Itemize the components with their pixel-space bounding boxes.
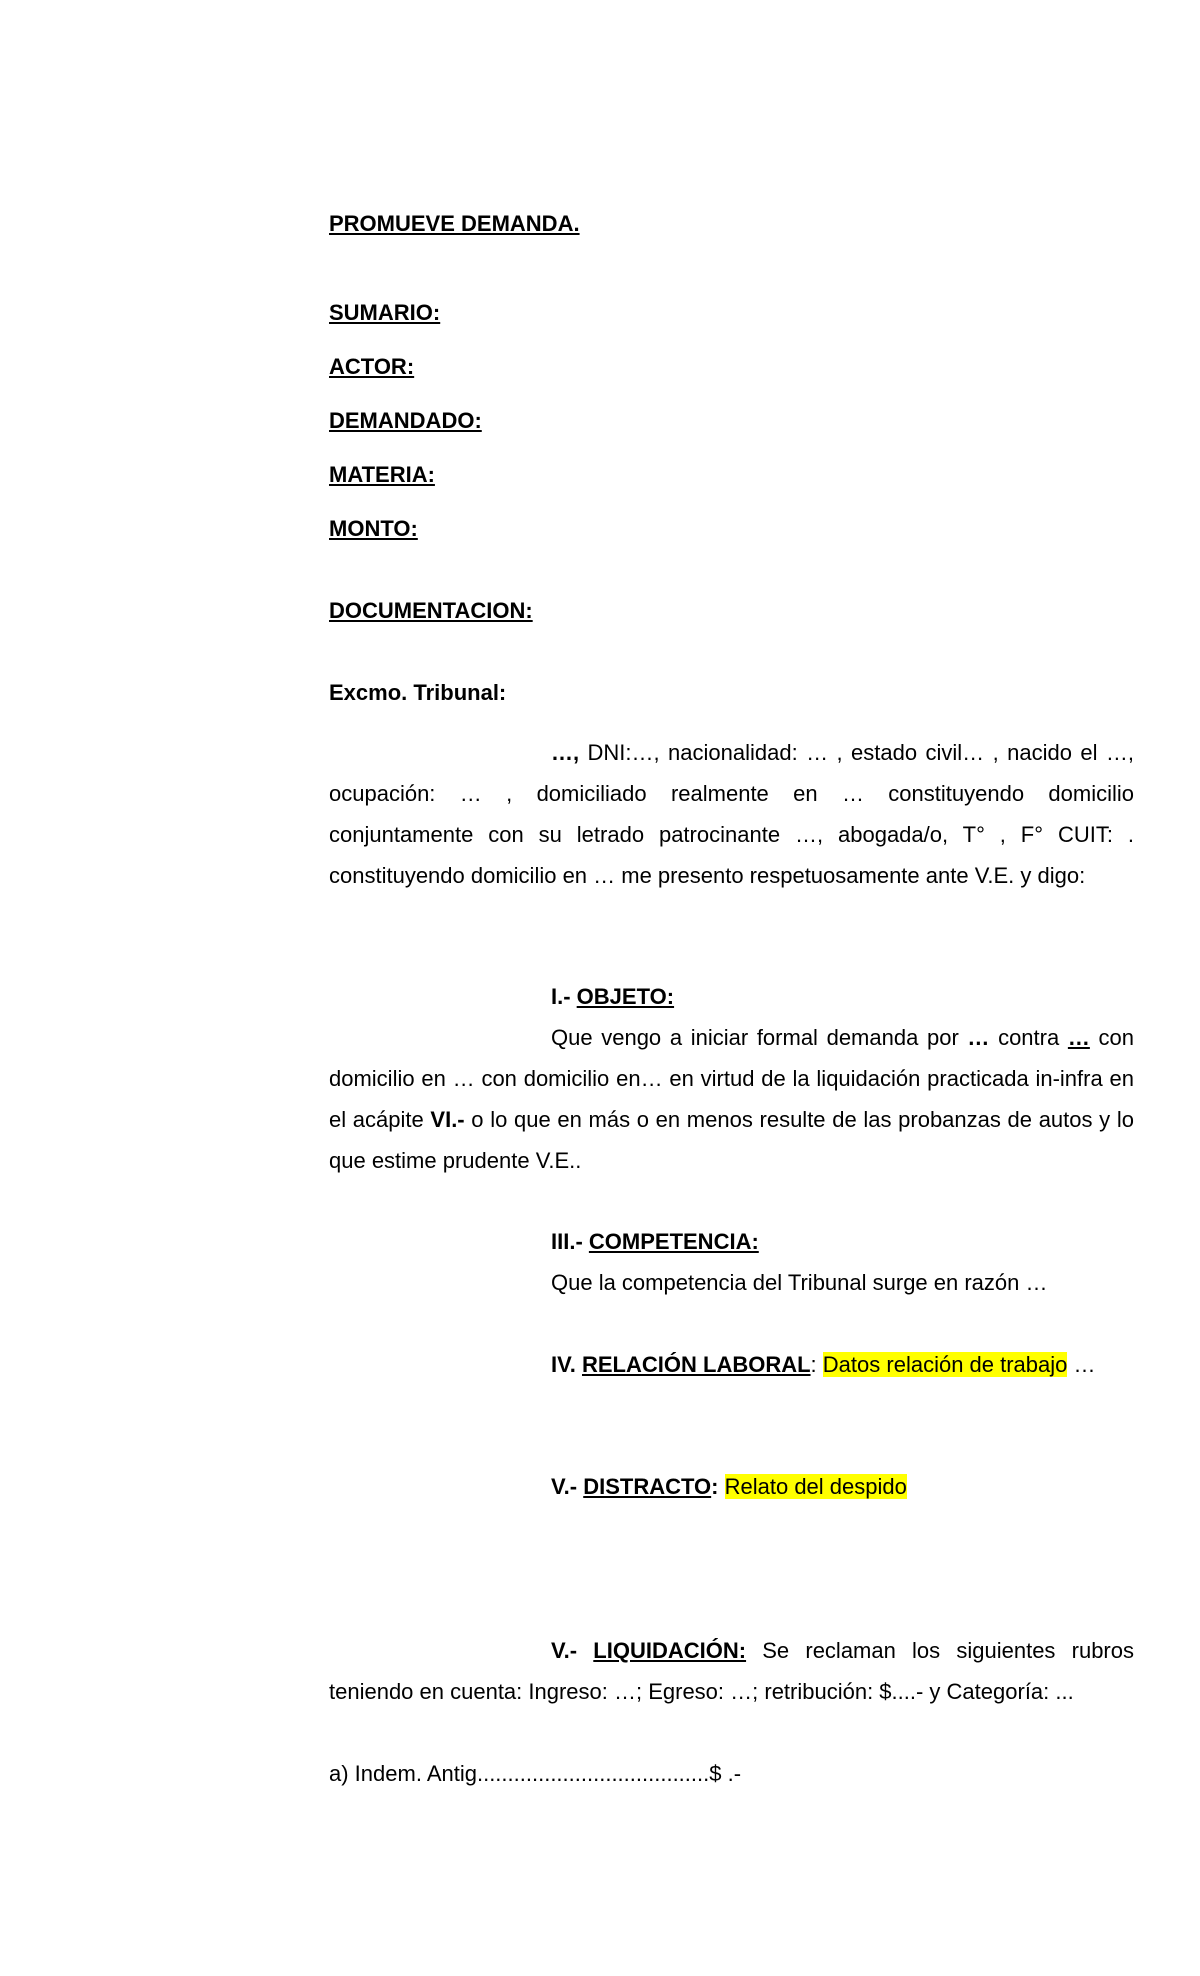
intro-lead: …, [551,740,580,765]
objeto-text-3: con domicilio en … con domicilio en… en virtud de la liquidación practicada in-infra en el acápite [329,1025,1134,1132]
monto-heading: MONTO: [329,516,418,541]
relacion-colon: : [810,1352,817,1377]
competencia-text: Que la competencia del Tribunal surge en razón … [551,1270,1048,1295]
sumario-heading: SUMARIO: [329,300,441,325]
documentacion-heading: DOCUMENTACION: [329,598,533,623]
addressee: Excmo. Tribunal: [329,680,507,705]
intro-text: DNI:…, nacionalidad: … , estado civil… , nacido el …, ocupación: … , domiciliado realmente en … constituyendo domicilio conjuntamente con su letrado patrocinante …, abogada/o, T° , F° CUIT: . constituyendo domicilio en … me presento respetuosamente ante V.E. y digo: [329,740,1134,888]
objeto-text-1: Que vengo a iniciar formal demanda por [551,1025,968,1050]
objeto-bold-1: … [967,1025,990,1050]
actor-heading: ACTOR: [329,354,415,379]
objeto-bold-3: VI.- [430,1107,465,1132]
competencia-num: III.- [551,1229,589,1254]
demandado-heading: DEMANDADO: [329,408,482,433]
objeto-label: OBJETO: [576,984,675,1009]
competencia-heading [551,1221,759,1262]
distracto-heading [551,1466,907,1507]
objeto-bold-2: … [1067,1025,1090,1050]
liquidacion-num: V.- [551,1638,594,1663]
relacion-paragraph [329,1344,1134,1385]
objeto-heading [551,976,674,1017]
objeto-text-4: o lo que en más o en menos resulte de las probanzas de autos y lo que estime prudente V.E.. [329,1107,1134,1173]
objeto-paragraph [329,1017,1134,1181]
distracto-colon: : [711,1474,719,1499]
relacion-trail: … [1073,1352,1096,1377]
relacion-num: IV. [551,1352,582,1377]
distracto-label: DISTRACTO [583,1474,712,1499]
liquidacion-text: Se reclaman los siguientes rubros teniendo en cuenta: Ingreso: …; Egreso: …; retribución: $....- y Categoría: ... [329,1638,1134,1704]
distracto-highlight: Relato del despido [724,1474,907,1499]
materia-heading: MATERIA: [329,462,435,487]
relacion-label: RELACIÓN LABORAL [582,1352,811,1377]
objeto-text-2: contra [989,1025,1068,1050]
intro-paragraph [329,732,1134,896]
liquidacion-label: LIQUIDACIÓN: [593,1638,747,1663]
document-title: PROMUEVE DEMANDA. [329,211,580,236]
liquidacion-paragraph [329,1630,1134,1712]
distracto-num: V.- [551,1474,584,1499]
objeto-num: I.- [551,984,577,1009]
competencia-label: COMPETENCIA: [588,1229,759,1254]
relacion-highlight: Datos relación de trabajo [822,1352,1068,1377]
liquidacion-item-a: a) Indem. Antig......................................$ .- [329,1761,742,1786]
